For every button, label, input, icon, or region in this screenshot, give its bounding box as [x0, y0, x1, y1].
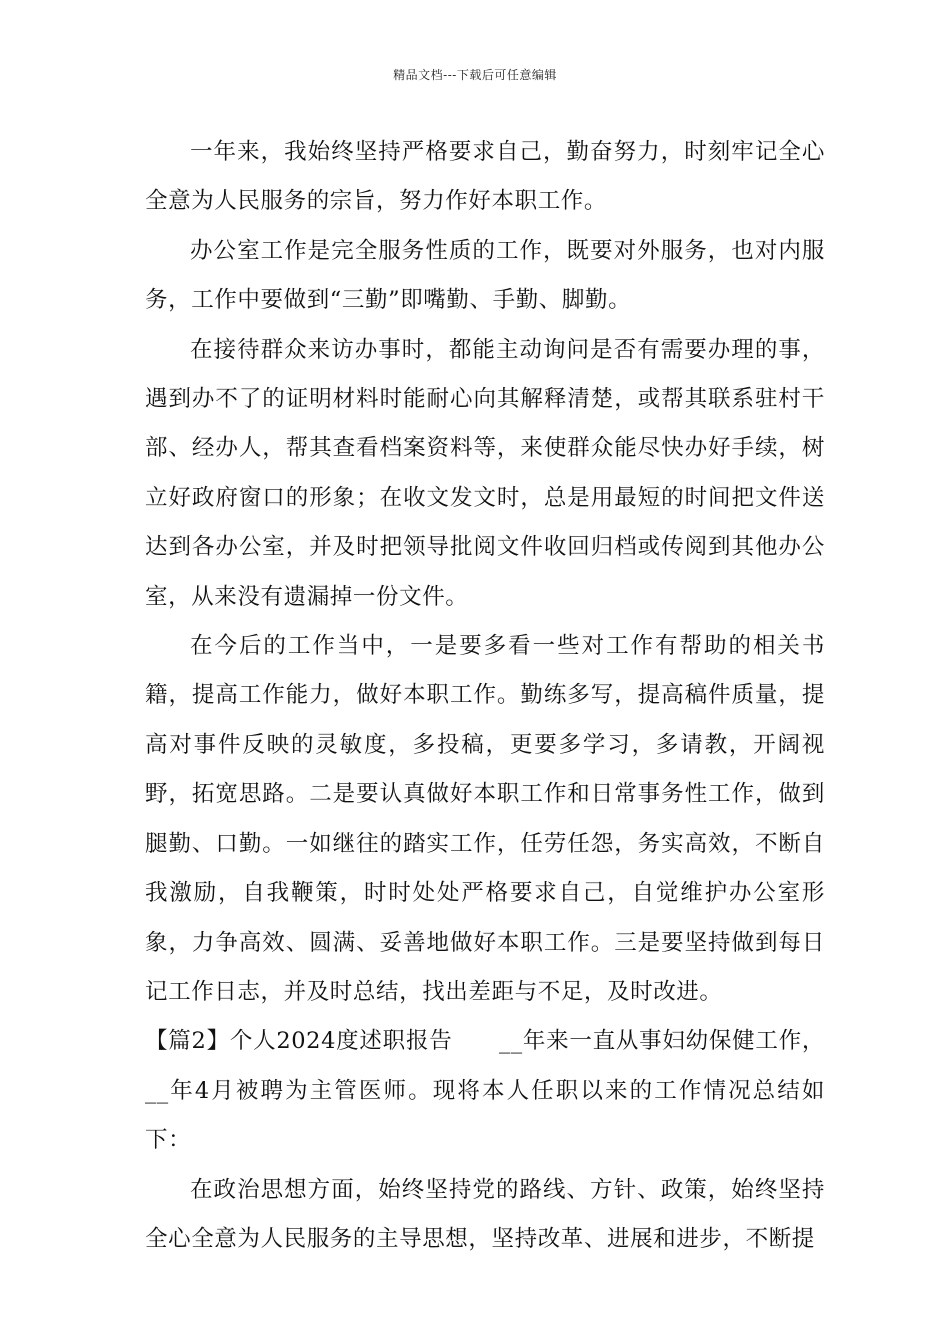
paragraph-2: 办公室工作是完全服务性质的工作，既要对外服务，也对内服务，工作中要做到“三勤”即嘴勤、手勤、脚勤。 [145, 237, 825, 314]
page-header: 精品文档---下载后可任意编辑 [393, 68, 557, 82]
paragraph-3: 在接待群众来访办事时，都能主动询问是否有需要办理的事，遇到办不了的证明材料时能耐心向其解释清楚，或帮其联系驻村干部、经办人，帮其查看档案资料等，来使群众能尽快办好手续，树立好政府窗口的形象；在收文发文时，总是用最短的时间把文件送达到各办公室，并及时把领导批阅文件收回归档或传阅到其他办公室，从来没有遗漏掉一份文件。 [145, 336, 825, 610]
section-heading-paragraph: 【篇2】个人2024度述职报告 __年来一直从事妇幼保健工作，__年4月被聘为主管医师。现将本人任职以来的工作情况总结如下： [145, 1028, 825, 1154]
paragraph-4: 在今后的工作当中，一是要多看一些对工作有帮助的相关书籍，提高工作能力，做好本职工作。勤练多写，提高稿件质量，提高对事件反映的灵敏度，多投稿，更要多学习，多请教，开阔视野，拓宽思路。二是要认真做好本职工作和日常事务性工作，做到腿勤、口勤。一如继往的踏实工作，任劳任怨，务实高效，不断自我激励，自我鞭策，时时处处严格要求自己，自觉维护办公室形象，力争高效、圆满、妥善地做好本职工作。三是要坚持做到每日记工作日志，并及时总结，找出差距与不足，及时改进。 [145, 633, 825, 1005]
paragraph-6: 在政治思想方面，始终坚持党的路线、方针、政策，始终坚持全心全意为人民服务的主导思想，坚持改革、进展和进步，不断提 [145, 1176, 825, 1252]
paragraph-1: 一年来，我始终坚持严格要求自己，勤奋努力，时刻牢记全心全意为人民服务的宗旨，努力作好本职工作。 [145, 139, 825, 215]
document-body [145, 128, 825, 1264]
